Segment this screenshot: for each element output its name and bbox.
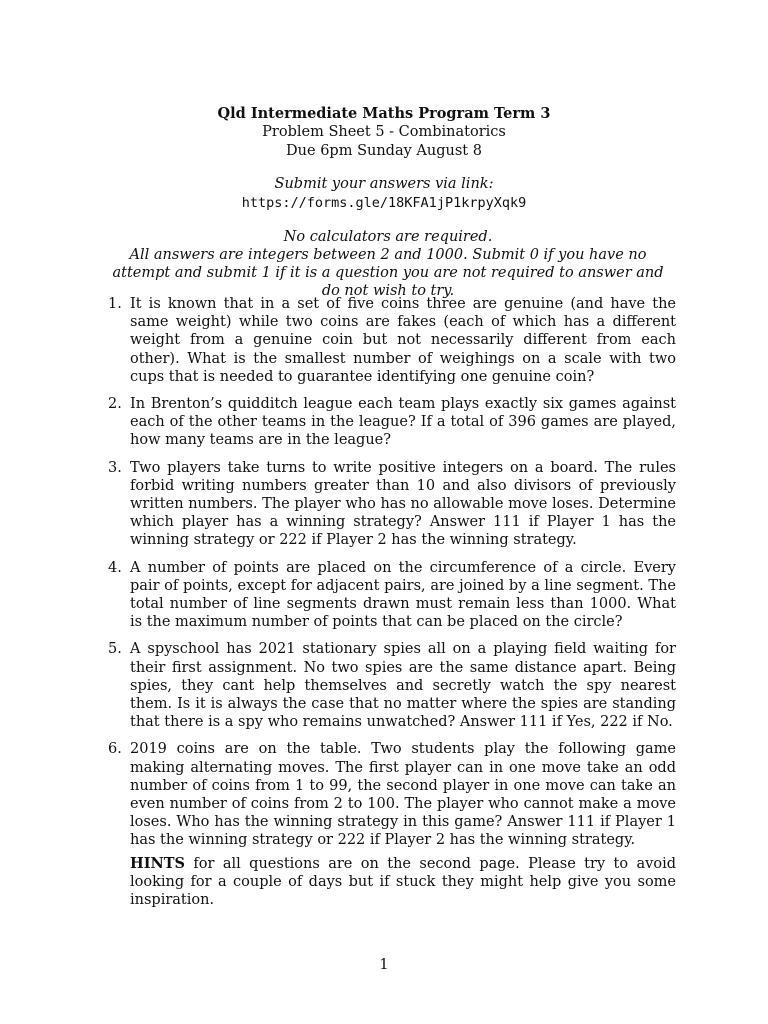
problem-number: 3. — [108, 459, 122, 476]
page-number: 1 — [379, 957, 389, 973]
due-date: Due 6pm Sunday August 8 — [286, 143, 482, 159]
problem-text: It is known that in a set of five coins three are genuine (and have the same weight) while two coins are fakes (each of which has a different weight from a genuine coin but not necessarily different from each other). What is the smallest number of weighings on a scale with two cups that is needed to guarantee identifying one genuine coin? — [130, 296, 676, 385]
problem-number: 5. — [108, 641, 122, 658]
header — [0, 104, 768, 161]
problem-item — [108, 559, 676, 632]
problem-list — [108, 295, 676, 909]
instructions-block — [108, 228, 668, 300]
problem-item — [108, 295, 676, 386]
hints-label: HINTS — [130, 854, 185, 872]
problem-number: 6. — [108, 741, 122, 758]
problem-number: 2. — [108, 396, 122, 413]
problem-text: A spyschool has 2021 stationary spies all on a playing field waiting for their first assignment. No two spies are the same distance apart. Being spies, they cant help themselves and secretly watch the spy nearest them. Is it is always the case that no matter where the spies are standing that there is a spy who remains unwatched? Answer 111 if Yes, 222 if No. — [130, 641, 676, 731]
problem-text: Two players take turns to write positive integers on a board. The rules forbid writing numbers greater than 10 and also divisors of previously written numbers. The player who has no allowable move loses. Determine which player has a winning strategy? Answer 111 if Player 1 has the winning strategy or 222 if Player 2 has the winning strategy. — [130, 459, 676, 549]
problem-number: 4. — [108, 559, 122, 576]
submission-block — [0, 175, 768, 213]
problem-item — [108, 395, 676, 450]
page-title: Qld Intermediate Maths Program Term 3 — [217, 105, 551, 122]
submission-link[interactable]: https://forms.gle/18KFA1jP1krpyXqk9 — [241, 195, 527, 211]
calculator-note: No calculators are required. — [283, 229, 493, 245]
hints-text: for all questions are on the second page. Please try to avoid looking for a couple of days but if stuck they might help give you some inspiration. — [130, 855, 676, 909]
problem-text: In Brenton’s quidditch league each team plays exactly six games against each of the other teams in the league? If a total of 396 games are played, how many teams are in the league? — [130, 396, 676, 449]
problem-item — [108, 459, 676, 550]
answer-format-note: All answers are integers between 2 and 1000. Submit 0 if you have no attempt and submit 1 if it is a question you are not required to answer and do not wish to try. — [112, 247, 664, 299]
problem-item — [108, 740, 676, 849]
problem-text: A number of points are placed on the circumference of a circle. Every pair of points, except for adjacent pairs, are joined by a line segment. The total number of line segments drawn must remain less than 1000. What is the maximum number of points that can be placed on the circle? — [130, 559, 676, 631]
submission-instruction: Submit your answers via link: — [274, 176, 494, 192]
problem-number: 1. — [108, 296, 122, 312]
hints-paragraph — [108, 855, 676, 910]
problem-item — [108, 640, 676, 731]
problem-text: 2019 coins are on the table. Two students play the following game making alternating moves. The first player can in one move take an odd number of coins from 1 to 99, the second player in one move can take an even number of coins from 2 to 100. The player who cannot make a move loses. Who has the winning strategy in this game? Answer 111 if Player 1 has the winning strategy or 222 if Player 2 has the winning strategy. — [130, 741, 676, 849]
page-subtitle: Problem Sheet 5 - Combinatorics — [262, 124, 506, 140]
